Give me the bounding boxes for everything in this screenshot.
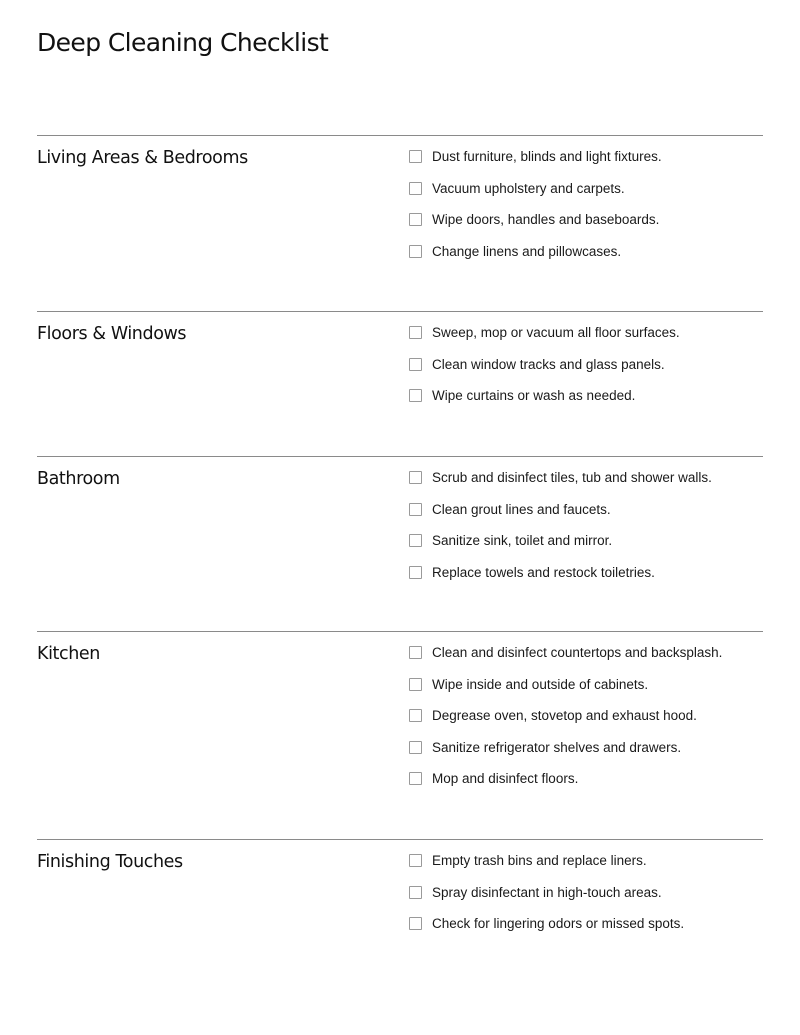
checklist: [409, 470, 712, 596]
checkbox[interactable]: [409, 917, 422, 930]
item-label: Replace towels and restock toiletries.: [432, 564, 655, 580]
item-label: Change linens and pillowcases.: [432, 243, 622, 259]
checkbox[interactable]: [409, 709, 422, 722]
item-label: Sanitize refrigerator shelves and drawers.: [432, 739, 682, 755]
checkbox[interactable]: [409, 326, 422, 339]
checkbox[interactable]: [409, 886, 422, 899]
checkbox[interactable]: [409, 772, 422, 785]
page-title: Deep Cleaning Checklist: [37, 28, 329, 57]
checklist-item[interactable]: [409, 212, 662, 244]
checklist-item[interactable]: [409, 885, 684, 917]
checkbox[interactable]: [409, 741, 422, 754]
checkbox[interactable]: [409, 182, 422, 195]
checklist-item[interactable]: [409, 149, 662, 181]
checkbox[interactable]: [409, 646, 422, 659]
item-label: Sweep, mop or vacuum all floor surfaces.: [432, 325, 680, 340]
checklist-item[interactable]: [409, 853, 684, 885]
item-label: Degrease oven, stovetop and exhaust hood.: [432, 708, 697, 723]
checkbox[interactable]: [409, 534, 422, 547]
checklist-item[interactable]: [409, 181, 662, 213]
section-title: Floors & Windows: [37, 324, 187, 344]
checkbox[interactable]: [409, 854, 422, 867]
checklist-item[interactable]: [409, 677, 722, 709]
checklist-item[interactable]: [409, 388, 680, 420]
section-kitchen: [37, 631, 763, 786]
checklist-item[interactable]: [409, 502, 712, 534]
checklist-item[interactable]: [409, 325, 680, 357]
section-title: Finishing Touches: [37, 852, 183, 872]
checkbox[interactable]: [409, 678, 422, 691]
section-floors-windows: [37, 311, 763, 403]
checklist-item[interactable]: [409, 565, 712, 597]
checklist-item[interactable]: [409, 708, 722, 740]
checklist-item[interactable]: [409, 533, 712, 565]
checkbox[interactable]: [409, 503, 422, 516]
section-finishing-touches: [37, 839, 763, 931]
checklist-item[interactable]: [409, 470, 712, 502]
checkbox[interactable]: [409, 471, 422, 484]
section-title: Bathroom: [37, 469, 120, 489]
item-label: Vacuum upholstery and carpets.: [432, 180, 625, 196]
checklist-item[interactable]: [409, 771, 722, 803]
item-label: Mop and disinfect floors.: [432, 771, 579, 786]
checklist: [409, 853, 684, 948]
checklist-item[interactable]: [409, 645, 722, 677]
checklist: [409, 645, 722, 803]
item-label: Sanitize sink, toilet and mirror.: [432, 533, 613, 548]
checklist-item[interactable]: [409, 740, 722, 772]
item-label: Wipe doors, handles and baseboards.: [432, 212, 660, 227]
checklist: [409, 325, 680, 420]
section-living-areas-bedrooms: [37, 135, 763, 259]
item-label: Spray disinfectant in high-touch areas.: [432, 884, 662, 900]
checklist-item[interactable]: [409, 244, 662, 276]
item-label: Wipe inside and outside of cabinets.: [432, 676, 649, 692]
checkbox[interactable]: [409, 358, 422, 371]
checkbox[interactable]: [409, 245, 422, 258]
section-title: Living Areas & Bedrooms: [37, 148, 248, 168]
item-label: Clean grout lines and faucets.: [432, 501, 611, 517]
item-label: Dust furniture, blinds and light fixtures.: [432, 149, 662, 164]
checklist-item[interactable]: [409, 916, 684, 948]
item-label: Wipe curtains or wash as needed.: [432, 388, 636, 403]
section-bathroom: [37, 456, 763, 580]
checkbox[interactable]: [409, 389, 422, 402]
item-label: Scrub and disinfect tiles, tub and shower walls.: [432, 470, 712, 485]
checkbox[interactable]: [409, 150, 422, 163]
checkbox[interactable]: [409, 566, 422, 579]
item-label: Clean and disinfect countertops and backsplash.: [432, 645, 723, 660]
section-title: Kitchen: [37, 644, 100, 664]
checklist: [409, 149, 662, 275]
checkbox[interactable]: [409, 213, 422, 226]
checklist-item[interactable]: [409, 357, 680, 389]
item-label: Clean window tracks and glass panels.: [432, 356, 665, 372]
item-label: Empty trash bins and replace liners.: [432, 853, 647, 868]
item-label: Check for lingering odors or missed spots.: [432, 916, 685, 931]
